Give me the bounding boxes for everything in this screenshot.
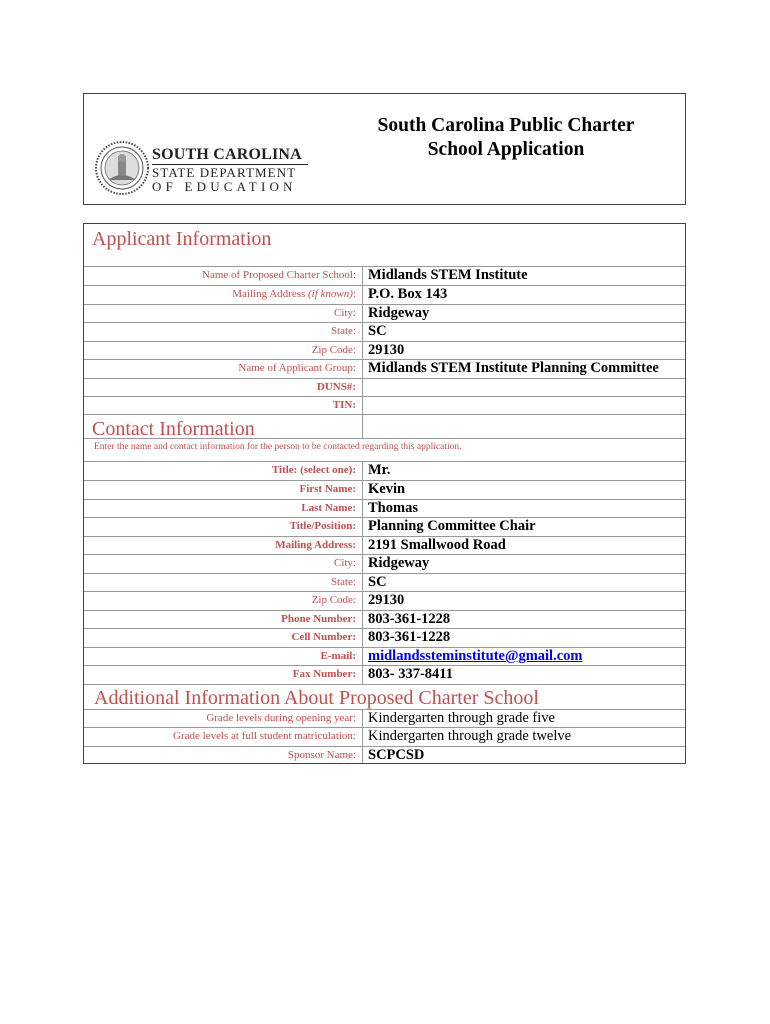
field-label: Zip Code: [311, 344, 356, 356]
column-divider [362, 461, 363, 684]
page-title [356, 114, 656, 162]
divider [84, 438, 685, 439]
field-row-cell [84, 628, 685, 646]
column-divider [362, 709, 363, 763]
column-divider [362, 266, 363, 415]
field-value[interactable]: P.O. Box 143 [368, 286, 448, 302]
contact-section-title: Contact Information [92, 418, 255, 440]
field-label: Name of Proposed Charter School: [202, 269, 356, 281]
field-label: Sponsor Name: [287, 749, 356, 761]
field-value[interactable]: Kindergarten through grade five [368, 710, 555, 726]
field-value[interactable]: SC [368, 323, 387, 339]
additional-section-title: Additional Information About Proposed Charter School [94, 687, 539, 709]
field-label: Mailing Address: [275, 539, 356, 551]
field-value[interactable]: Midlands STEM Institute [368, 267, 528, 283]
field-value[interactable]: 2191 Smallwood Road [368, 537, 506, 553]
field-row-contact-state [84, 573, 685, 591]
field-label: Cell Number: [291, 631, 356, 643]
field-value[interactable]: Mr. [368, 462, 391, 478]
title-line-1: South Carolina Public Charter [377, 115, 635, 136]
sc-education-logo [94, 138, 309, 202]
divider [84, 684, 685, 685]
field-row-grades-full [84, 727, 685, 745]
field-row-school-name [84, 266, 685, 284]
field-row-sponsor [84, 746, 685, 764]
header-box [83, 93, 686, 205]
field-label: DUNS#: [316, 381, 356, 393]
field-row-contact-zip [84, 591, 685, 609]
field-label: State: [330, 576, 356, 588]
field-row-grades-opening [84, 709, 685, 727]
email-link[interactable]: midlandssteminstitute@gmail.com [368, 648, 583, 664]
logo-text [152, 146, 310, 194]
field-value[interactable]: Kindergarten through grade twelve [368, 728, 572, 744]
field-value[interactable]: SC [368, 574, 387, 590]
field-value[interactable]: 803- 337-8411 [368, 666, 453, 682]
field-row-position [84, 517, 685, 535]
field-label: City: [333, 307, 356, 319]
field-value[interactable]: Kevin [368, 481, 406, 497]
field-row-zip [84, 341, 685, 359]
field-row-applicant-group [84, 359, 685, 377]
field-value[interactable]: 29130 [368, 592, 405, 608]
logo-line-2: STATE DEPARTMENT [152, 165, 297, 180]
state-seal-icon [94, 140, 150, 196]
field-label: Grade levels during opening year: [206, 712, 356, 724]
field-label: Mailing Address (if known): [232, 288, 356, 300]
field-label: Zip Code: [311, 594, 356, 606]
field-label: E-mail: [320, 650, 356, 662]
field-value[interactable]: Ridgeway [368, 305, 430, 321]
field-row-contact-address [84, 536, 685, 554]
field-row-last-name [84, 499, 685, 517]
field-row-first-name [84, 480, 685, 498]
field-label: Phone Number: [281, 613, 356, 625]
applicant-section-title: Applicant Information [92, 228, 272, 250]
field-row-mailing-address [84, 285, 685, 303]
field-row-contact-city [84, 554, 685, 572]
field-value[interactable]: SCPCSD [368, 747, 425, 763]
contact-note: Enter the name and contact information for the person to be contacted regarding this application. [94, 442, 462, 452]
title-line-2: School Application [427, 139, 585, 160]
field-row-email [84, 647, 685, 665]
field-row-state [84, 322, 685, 340]
field-label: TIN: [332, 399, 356, 411]
field-value[interactable]: Midlands STEM Institute Planning Committee [368, 360, 659, 376]
logo-line-1: SOUTH CAROLINA [152, 146, 302, 163]
field-row-title [84, 461, 685, 479]
field-label: Title: (select one): [271, 464, 356, 476]
field-value[interactable]: Thomas [368, 500, 418, 516]
field-row-city [84, 304, 685, 322]
field-label: First Name: [299, 483, 356, 495]
field-row-duns [84, 378, 685, 396]
field-value[interactable]: 29130 [368, 342, 405, 358]
application-form [83, 223, 686, 764]
field-value[interactable]: Ridgeway [368, 555, 430, 571]
field-label: Title/Position: [289, 520, 356, 532]
field-row-tin [84, 396, 685, 414]
field-label: City: [333, 557, 356, 569]
field-value[interactable]: Planning Committee Chair [368, 518, 536, 534]
field-label: Name of Applicant Group: [238, 362, 356, 374]
logo-line-3: OF EDUCATION [152, 179, 297, 194]
field-label: Last Name: [301, 502, 356, 514]
divider [84, 414, 685, 415]
field-label: Grade levels at full student matriculation: [173, 730, 356, 742]
field-row-fax [84, 665, 685, 683]
field-label: Fax Number: [292, 668, 356, 680]
field-value[interactable]: 803-361-1228 [368, 611, 451, 627]
column-divider [362, 414, 363, 438]
field-row-phone [84, 610, 685, 628]
field-value[interactable]: 803-361-1228 [368, 629, 451, 645]
field-label: State: [330, 325, 356, 337]
